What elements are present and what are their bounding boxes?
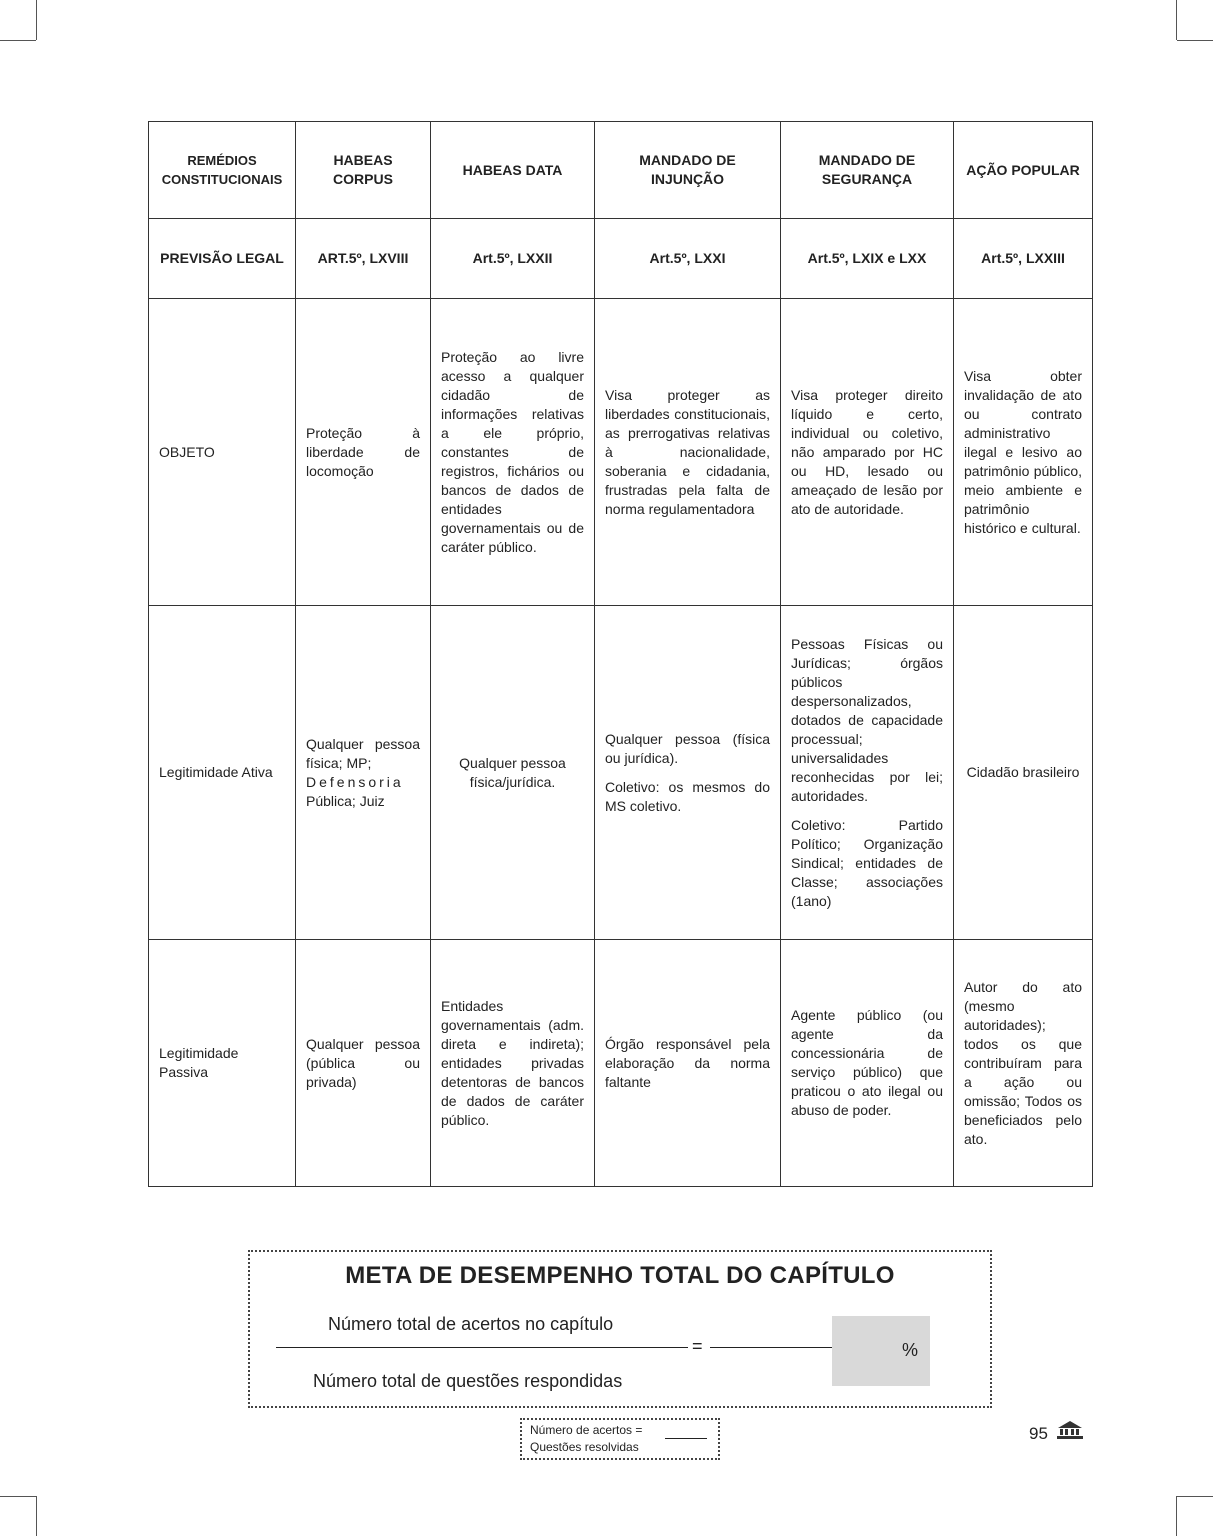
previsao-legal-row: [149, 219, 1093, 299]
header-row: [149, 122, 1093, 219]
ativa-hd: Qualquer pessoa física/jurídica.: [431, 606, 595, 940]
acertos-line: [665, 1438, 707, 1439]
previsao-ms: Art.5º, LXIX e LXX: [781, 219, 954, 299]
passiva-hd: Entidades governamentais (adm. direta e indireta); entidades privadas detentoras de bancos de dados de caráter público.: [431, 940, 595, 1187]
previsao-ap: Art.5º, LXXIII: [954, 219, 1093, 299]
passiva-ap: Autor do ato (mesmo autoridades); todos os que contribuíram para a ação ou omissão; Todos os beneficiados pelo ato.: [954, 940, 1093, 1187]
header-cell-habeas-data: HABEAS DATA: [431, 122, 595, 219]
passiva-hc: Qualquer pessoa (pública ou privada): [296, 940, 431, 1187]
meta-fraction-line: [276, 1347, 688, 1348]
ativa-ms: [781, 606, 954, 940]
objeto-hd: Proteção ao livre acesso a qualquer cidadão de informações relativas a ele próprio, constantes de registros, fichários ou bancos de dados de entidades governamentais ou de caráter público.: [431, 299, 595, 606]
ativa-hc-line-2: Defensoria: [306, 773, 404, 790]
ativa-mi: [595, 606, 781, 940]
meta-title: META DE DESEMPENHO TOTAL DO CAPÍTULO: [345, 1262, 895, 1289]
crop-mark-top-left-h: [0, 40, 36, 41]
meta-desempenho-box: [248, 1250, 992, 1408]
ativa-mi-paragraph-2: Coletivo: os mesmos do MS coletivo.: [605, 778, 770, 814]
crop-mark-top-left: [36, 0, 37, 40]
ativa-ms-paragraph-1: Pessoas Físicas ou Jurídicas; órgãos públicos despersonalizados, dotados de capacidade processual; universalidades reconhecidas por lei; autoridades.: [791, 635, 943, 804]
ativa-mi-paragraph-1: Qualquer pessoa (física ou jurídica).: [605, 730, 770, 766]
ativa-hc-line-3: Pública; Juiz: [306, 792, 385, 809]
resolvidas-label: Questões resolvidas: [530, 1440, 639, 1454]
header-cell-mandado-injuncao: MANDADO DE INJUNÇÃO: [595, 122, 781, 219]
passiva-label: Legitimidade Passiva: [149, 940, 296, 1187]
crop-mark-top-right: [1176, 0, 1177, 40]
legitimidade-ativa-row: [149, 606, 1093, 940]
crop-mark-top-right-h: [1177, 40, 1213, 41]
passiva-mi: Órgão responsável pela elaboração da norma faltante: [595, 940, 781, 1187]
ativa-ms-paragraph-2: Coletivo: Partido Político; Organização Sindical; entidades de Classe; associações (1ano): [791, 816, 943, 909]
objeto-ap: Visa obter invalidação de ato ou contrato administrativo ilegal e lesivo ao patrimônio público, meio ambiente e patrimônio histórico e cultural.: [954, 299, 1093, 606]
ativa-hc: [296, 606, 431, 940]
previsao-hc: ART.5º, LXVIII: [296, 219, 431, 299]
legitimidade-passiva-row: [149, 940, 1093, 1187]
previsao-legal-label: PREVISÃO LEGAL: [149, 219, 296, 299]
meta-percent-sign: %: [901, 1340, 918, 1360]
acertos-label: Número de acertos =: [530, 1423, 643, 1437]
header-cell-remedios: REMÉDIOS CONSTITUCIONAIS: [149, 122, 296, 219]
crop-mark-bottom-right: [1176, 1496, 1177, 1536]
crop-mark-bottom-right-h: [1177, 1496, 1213, 1497]
previsao-hd: Art.5º, LXXII: [431, 219, 595, 299]
remedies-table: [148, 121, 1093, 1187]
meta-denominator-label: Número total de questões respondidas: [313, 1371, 623, 1391]
ativa-ap: Cidadão brasileiro: [954, 606, 1093, 940]
meta-equals-sign: =: [692, 1336, 703, 1356]
acertos-box: [520, 1418, 720, 1460]
meta-result-line: [710, 1347, 832, 1348]
ativa-label: Legitimidade Ativa: [149, 606, 296, 940]
objeto-hc: Proteção à liberdade de locomoção: [296, 299, 431, 606]
book-icon: [1055, 1418, 1085, 1440]
meta-numerator-label: Número total de acertos no capítulo: [328, 1314, 614, 1334]
passiva-ms: Agente público (ou agente da concessionária de serviço público) que praticou o ato ilegal ou abuso de poder.: [781, 940, 954, 1187]
objeto-label: OBJETO: [149, 299, 296, 606]
crop-mark-bottom-left: [36, 1496, 37, 1536]
previsao-mi: Art.5º, LXXI: [595, 219, 781, 299]
header-cell-mandado-seguranca: MANDADO DE SEGURANÇA: [781, 122, 954, 219]
ativa-hc-line-1: Qualquer pessoa física; MP;: [306, 735, 420, 771]
page-number: 95: [1029, 1424, 1048, 1443]
crop-mark-bottom-left-h: [0, 1496, 36, 1497]
header-cell-habeas-corpus: HABEAS CORPUS: [296, 122, 431, 219]
objeto-mi: Visa proteger as liberdades constitucionais, as prerrogativas relativas à nacionalidade, soberania e cidadania, frustradas pela falta de norma regulamentadora: [595, 299, 781, 606]
header-cell-acao-popular: AÇÃO POPULAR: [954, 122, 1093, 219]
objeto-ms: Visa proteger direito líquido e certo, individual ou coletivo, não amparado por HC ou HD, lesado ou ameaçado de lesão por ato de autoridade.: [781, 299, 954, 606]
objeto-row: [149, 299, 1093, 606]
meta-percent-field: [832, 1316, 930, 1386]
